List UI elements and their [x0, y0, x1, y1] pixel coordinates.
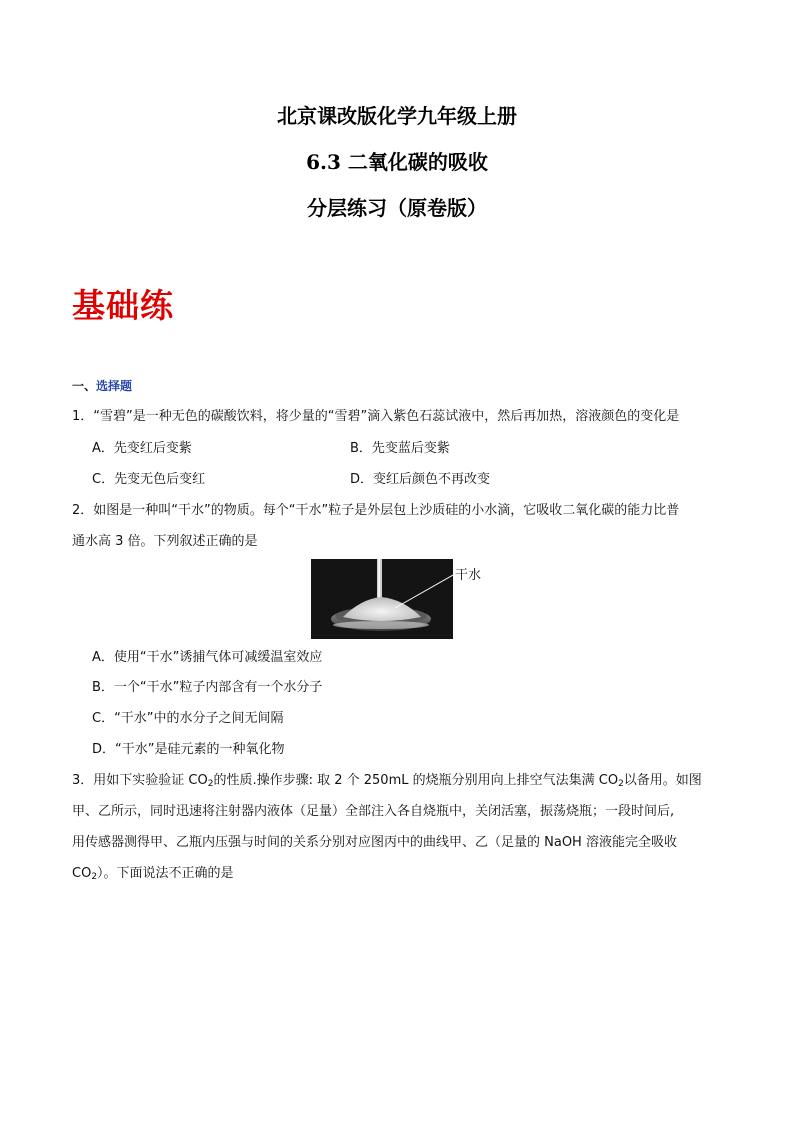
q1-option-d: D．变红后颜色不再改变: [350, 472, 491, 487]
q1-option-b: B．先变蓝后变紫: [350, 441, 450, 456]
q3-text-4b: ）。下面说法不正确的是: [97, 866, 234, 881]
subsection-label: 选择题: [96, 379, 133, 393]
q3-text-1c: 以备用。如图: [623, 773, 702, 788]
subsection-number: 一、: [72, 379, 97, 393]
q2-stem-line1: 2．如图是一种叫“干水”的物质。每个“干水”粒子是外层包上沙质硅的小水滴，它吸收二氧化碳的能力比普: [72, 503, 680, 518]
subscript-2: 2: [91, 872, 98, 882]
doc-title-line3: 分层练习（原卷版）: [307, 196, 487, 220]
dry-water-photo: [311, 559, 453, 639]
q1-option-a: A．先变红后变紫: [92, 441, 192, 456]
figure-label-dry-water: 干水: [455, 568, 482, 583]
q3-stem-line4: [72, 865, 234, 883]
q1-stem: 1．“雪碧”是一种无色的碳酸饮料，将少量的“雪碧”滴入紫色石蕊试液中，然后再加热，溶液颜色的变化是: [72, 409, 680, 424]
q3-stem-line3: 用传感器测得甲、乙瓶内压强与时间的关系分别对应图丙中的曲线甲、乙（足量的 NaOH 溶液能完全吸收: [72, 835, 677, 850]
q2-option-a: A．使用“干水”诱捕气体可减缓温室效应: [92, 650, 323, 665]
q2-option-d: D．“干水”是硅元素的一种氧化物: [92, 742, 285, 757]
q3-stem-line1: [72, 772, 702, 790]
doc-title-line2: 6.3 二氧化碳的吸收: [306, 150, 488, 174]
q2-option-b: B．一个“干水”粒子内部含有一个水分子: [92, 680, 323, 695]
q3-text-4a: CO: [72, 866, 92, 881]
subscript-2: 2: [618, 779, 624, 789]
q1-option-c: C．先变无色后变红: [92, 472, 206, 487]
section-title: 基础练: [72, 286, 174, 325]
q3-text-1a: 3．用如下实验验证 CO: [72, 773, 208, 788]
q2-stem-line2: 通水高 3 倍。下列叙述正确的是: [72, 534, 258, 549]
dry-water-illustration: [311, 559, 453, 639]
subscript-2: 2: [207, 779, 214, 789]
q2-option-c: C．“干水”中的水分子之间无间隔: [92, 711, 284, 726]
subsection-heading: [72, 377, 132, 394]
q3-stem-line2: 甲、乙所示，同时迅速将注射器内液体（足量）全部注入各自烧瓶中，关闭活塞，振荡烧瓶；一段时间后,: [72, 804, 675, 819]
doc-title-line1: 北京课改版化学九年级上册: [277, 104, 517, 128]
q3-text-1b: 的性质.操作步骤: 取 2 个 250mL 的烧瓶分别用向上排空气法集满 CO: [213, 773, 619, 788]
